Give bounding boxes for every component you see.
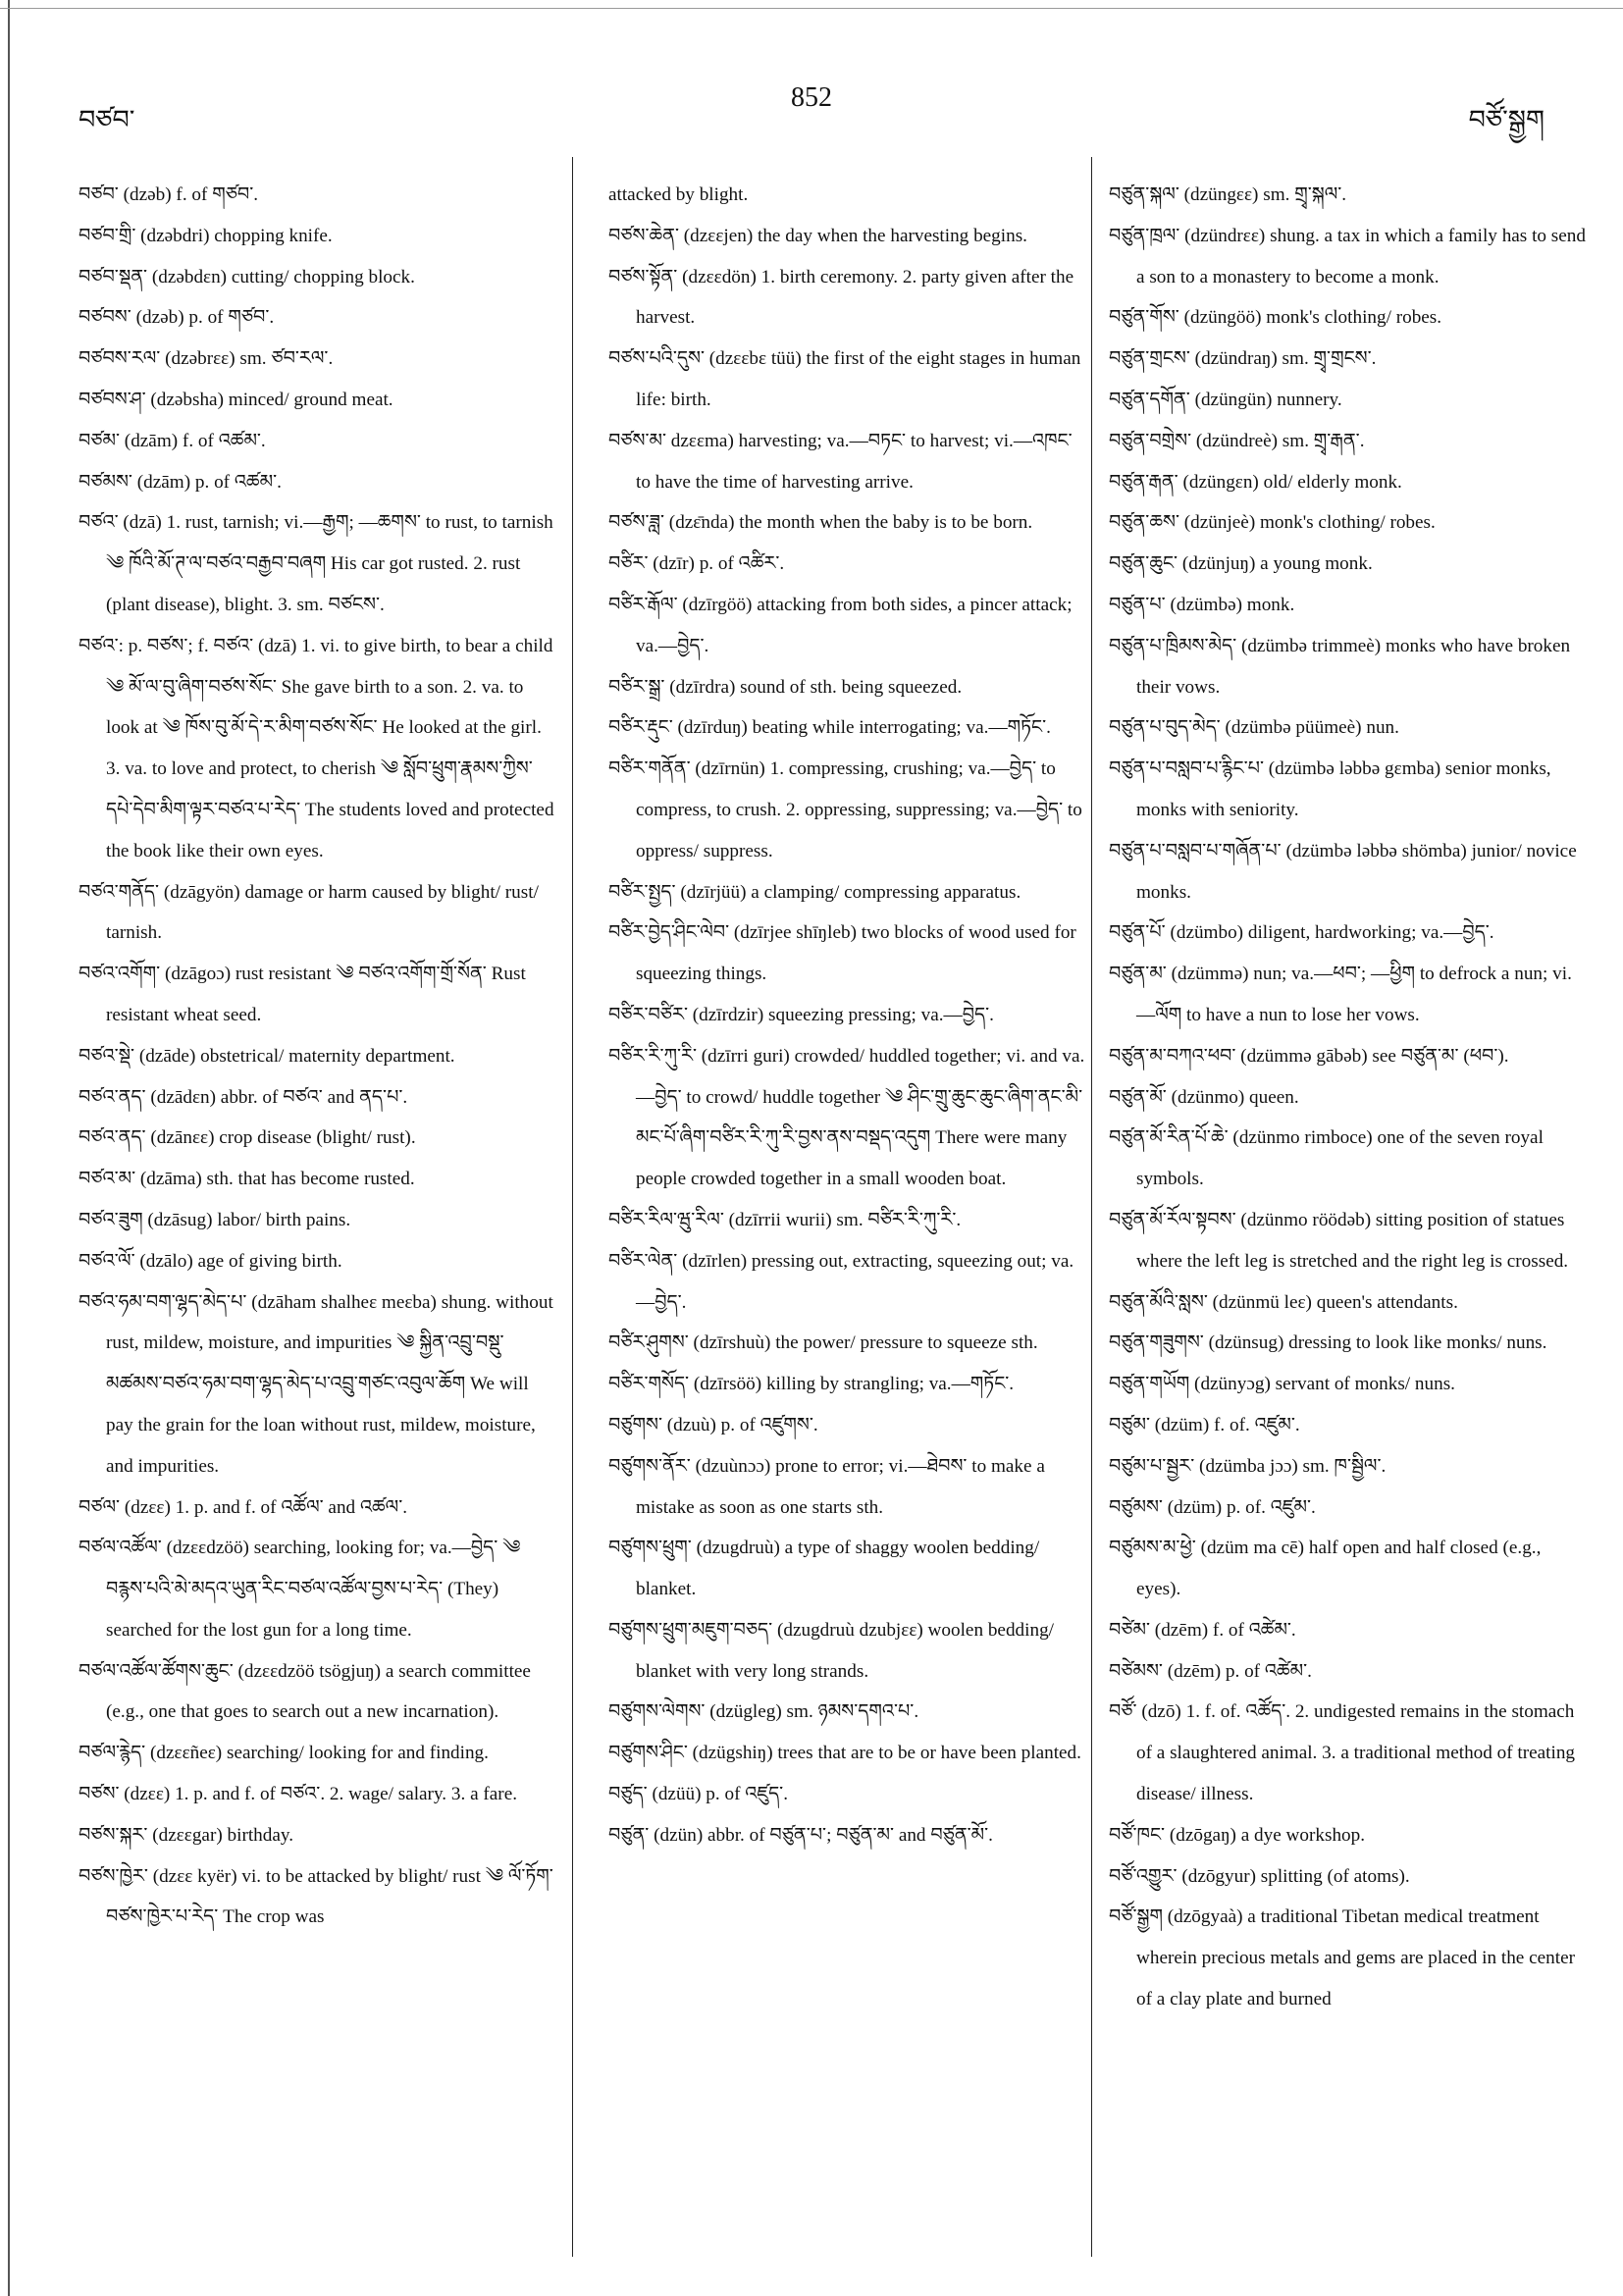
dictionary-entry: བཙིར་སྤྱད་ (dzīrjüü) a clamping/ compressing apparatus. (608, 881, 1021, 903)
running-head-right: བཙོ་སྒྱག (1468, 105, 1544, 134)
dictionary-entry: བཙེམ་ (dzēm) f. of འཚེམ་. (1109, 1619, 1296, 1641)
dictionary-entry: བཙུགས་ཤིང་ (dzügshiŋ) trees that are to be or have been planted. (608, 1743, 1081, 1764)
dictionary-entry: བཙུམས་མ་ཕྱེ་ (dzüm ma cē) half open and half closed (e.g., eyes). (1109, 1538, 1542, 1600)
dictionary-entry: བཙས་ཟླ་ (dzɛ̄nda) the month when the baby is to be born. (608, 512, 1033, 534)
dictionary-entry: བཙའ་ནད་ (dzānɛɛ) crop disease (blight/ rust). (79, 1127, 416, 1149)
dictionary-entry: བཙས་ཆེན་ (dzɛɛjen) the day when the harvesting begins. (608, 225, 1027, 246)
dictionary-entry: བཙའ་ནད་ (dzādɛn) abbr. of བཙའ་ and ནད་པ་. (79, 1086, 408, 1108)
dictionary-entry: བཙིར་རྒོལ་ (dzīrgöö) attacking from both sides, a pincer attack; va.—བྱེད་. (608, 594, 1073, 656)
dictionary-entry: བཙལ་ (dzɛɛ) 1. p. and f. of འཚོལ་ and འཚལ་. (79, 1496, 408, 1518)
page-top-edge (0, 8, 1623, 9)
dictionary-entry: བཙུད་ (dzüü) p. of འཛུད་. (608, 1784, 789, 1805)
dictionary-entry: བཙའ་ལོ་ (dzālo) age of giving birth. (79, 1250, 342, 1272)
dictionary-entry: བཙུན་སྐལ་ (dzüngɛɛ) sm. གྲྭ་སྐལ་. (1109, 184, 1347, 205)
dictionary-entry: བཙུན་པ་ (dzümbə) monk. (1109, 594, 1295, 615)
dictionary-entry: བཙོ་ (dzō) 1. f. of. འཚོད་. 2. undigested remains in the stomach of a slaughtered animal. 3. a traditional method of treating disease/ illness. (1109, 1701, 1576, 1805)
dictionary-entry: བཙིར་རིལ་ཝུ་རིལ་ (dzīrrii wurii) sm. བཙིར་རི་ཀུ་རི་. (608, 1209, 962, 1230)
dictionary-entry: བཙིར་གསོད་ (dzīrsöö) killing by strangling; va.—གཏོང་. (608, 1374, 1015, 1395)
dictionary-entry: བཙམས་ (dzām) p. of འཚམ་. (79, 471, 282, 493)
dictionary-entry: བཙུན་ཆུང་ (dzünjuŋ) a young monk. (1109, 553, 1373, 575)
dictionary-entry: བཙལ་འཚོལ་ཚོགས་ཆུང་ (dzɛɛdzöö tsögjuŋ) a search committee (e.g., one that goes to search out a new incarnation). (79, 1660, 531, 1723)
dictionary-entry: བཙིར་སྒྲ་ (dzīrdra) sound of sth. being squeezed. (608, 676, 963, 698)
dictionary-entry: བཙུན་དགོན་ (dzüngün) nunnery. (1109, 389, 1342, 410)
dictionary-entry: བཙུན་མོ་རོལ་སྟབས་ (dzünmo röödəb) sitting position of statues where the left leg is stretched and the right leg is crossed. (1109, 1209, 1569, 1272)
dictionary-entry: བཙུན་ཆས་ (dzünjeè) monk's clothing/ robes. (1109, 512, 1436, 534)
dictionary-entry: བཙའ་: p. བཙས་; f. བཙའ་ (dzā) 1. vi. to give birth, to bear a child ༄ མོ་ལ་བུ་ཞིག་བཙས་སོང་ She gave birth to a son. 2. va. to look at ༄ ཁོས་བུ་མོ་དེ་ར་མིག་བཙས་སོང་ He looked at the girl. 3. va. to love and protect, to cherish ༄ སློབ་ཕྲུག་རྣམས་ཀྱིས་དཔེ་དེབ་མིག་ལྟར་བཙའ་པ་རེད་ The students loved and protected the book like their own eyes. (79, 635, 554, 861)
dictionary-entry: བཙུན་པོ་ (dzümbo) diligent, hardworking; va.—བྱེད་. (1109, 922, 1494, 944)
dictionary-entry: བཙས་སྟོན་ (dzɛɛdön) 1. birth ceremony. 2. party given after the harvest. (608, 266, 1074, 329)
dictionary-entry: བཙིར་གནོན་ (dzīrnün) 1. compressing, crushing; va.—བྱེད་ to compress, to crush. 2. oppressing, suppressing; va.—བྱེད་ to oppress/ suppress. (608, 758, 1082, 861)
dictionary-entry: བཙུན་གཟུགས་ (dzünsug) dressing to look like monks/ nuns. (1109, 1332, 1547, 1354)
dictionary-entry: བཙུན་གཡོག (dzünyɔg) servant of monks/ nuns. (1109, 1374, 1455, 1395)
dictionary-entry: བཙིར་ཤུགས་ (dzīrshuù) the power/ pressure to squeeze sth. (608, 1332, 1038, 1354)
dictionary-entry: བཙུན་གོས་ (dzüngöö) monk's clothing/ robes. (1109, 307, 1442, 329)
dictionary-entry: བཙའ་གནོད་ (dzāgyön) damage or harm caused by blight/ rust/ tarnish. (79, 881, 539, 944)
dictionary-entry: བཙུན་མོ་ (dzünmo) queen. (1109, 1086, 1299, 1108)
dictionary-entry: བཙལ་འཚོལ་ (dzɛɛdzöö) searching, looking for; va.—བྱེད་ ༄ བརྙས་པའི་མེ་མདའ་ཡུན་རིང་བཙལ་འཚོལ་བྱས་པ་རེད་ (They) searched for the lost gun for a long time. (79, 1538, 521, 1641)
dictionary-entry: བཙིར་བྱེད་ཤིང་ལེབ་ (dzīrjee shīŋleb) two blocks of wood used for squeezing things. (608, 922, 1076, 985)
dictionary-entry: བཙུན་མོ་རིན་པོ་ཆེ་ (dzünmo rimboce) one of the seven royal symbols. (1109, 1127, 1544, 1190)
column-divider (1091, 157, 1092, 2257)
dictionary-entry: བཙུན་བགྲེས་ (dzündreè) sm. གྲྭ་རྒན་. (1109, 430, 1365, 451)
dictionary-entry: བཙུན་གྲངས་ (dzündraŋ) sm. གྲྭ་གྲངས་. (1109, 348, 1377, 370)
dictionary-entry: བཙིར་ལེན་ (dzīrlen) pressing out, extracting, squeezing out; va.—བྱེད་. (608, 1250, 1074, 1313)
dictionary-entry: བཙུམ་པ་སྦྱར་ (dzümba jɔɔ) sm. ཁ་སྦྱིལ་. (1109, 1455, 1387, 1477)
dictionary-entry: བཙོ་འགྱུར་ (dzōgyur) splitting (of atoms). (1109, 1865, 1410, 1887)
dictionary-entry: བཙུན་མ་བཀའ་ཕབ་ (dzümmə gābəb) see བཙུན་མ་ (ཕབ་). (1109, 1045, 1509, 1067)
dictionary-entry: བཙུགས་ (dzuù) p. of འཛུགས་. (608, 1414, 818, 1435)
dictionary-entry: བཙའ་སྡེ་ (dzāde) obstetrical/ maternity department. (79, 1045, 455, 1067)
column-2 (608, 175, 1089, 1856)
dictionary-entry: བཙའ་ཧམ་བག་ལྷད་མེད་པ་ (dzāham shalheɛ meɛba) shung. without rust, mildew, moisture, and impurities ༄ སྐྱིན་འབྲུ་བསྡུ་མཚམས་བཙའ་ཧམ་བག་ལྷད་མེད་པ་འབྲུ་གཙང་འབུལ་ཆོག We will pay the grain for the loan without rust, mildew, moisture, and impurities. (79, 1291, 553, 1477)
dictionary-entry: བཙམ་ (dzām) f. of འཚམ་. (79, 430, 266, 451)
dictionary-entry: བཙབ་ (dzəb) f. of གཙབ་. (79, 184, 259, 205)
dictionary-entry: བཙས་མ་ dzɛɛma) harvesting; va.—བཏང་ to harvest; vi.—འཁང་ to have the time of harvesting arrive. (608, 430, 1073, 493)
dictionary-entry: བཙུམས་ (dzüm) p. of. འཛུམ་. (1109, 1496, 1316, 1518)
dictionary-entry: བཙུགས་ལེགས་ (dzügleg) sm. ཉམས་དགའ་པ་. (608, 1701, 919, 1723)
dictionary-entry: བཙབས་ཤ་ (dzəbsha) minced/ ground meat. (79, 389, 393, 410)
dictionary-entry: བཙུན་མ་ (dzümmə) nun; va.—ཕབ་; —ཕྱིག to defrock a nun; vi.—ལོག to have a nun to lose her vows. (1109, 964, 1572, 1025)
dictionary-entry: བཙུགས་ཕྲུག་མཇུག་བཅད་ (dzugdruù dzubjɛɛ) woolen bedding/ blanket with very long strands. (608, 1619, 1054, 1682)
dictionary-entry: བཙུན་པ་བུད་མེད་ (dzümbə püümeè) nun. (1109, 717, 1399, 739)
dictionary-entry: བཙིར་རྡུང་ (dzīrduŋ) beating while interrogating; va.—གཏོང་. (608, 717, 1051, 739)
dictionary-entry: attacked by blight. (608, 184, 749, 205)
dictionary-entry: བཙའ་ (dzā) 1. rust, tarnish; vi.—རྒྱག; —ཆགས་ to rust, to tarnish ༄ ཁོའི་མོ་ཊ་ལ་བཙའ་བརྒྱབ་བཞག His car got rusted. 2. rust (plant disease), blight. 3. sm. བཙངས་. (79, 512, 553, 615)
dictionary-entry: བཙའ་འགོག་ (dzāgoɔ) rust resistant ༄ བཙའ་འགོག་གྲོ་སོན་ Rust resistant wheat seed. (79, 964, 526, 1025)
dictionary-entry: བཙབས་ (dzəb) p. of གཙབ་. (79, 307, 275, 329)
page-number: 852 (791, 82, 832, 113)
dictionary-entry: བཙབ་གྲི་ (dzəbdri) chopping knife. (79, 225, 333, 246)
page-edge-shadow (8, 0, 10, 2296)
dictionary-entry: བཙིར་བཙིར་ (dzīrdzir) squeezing pressing; va.—བྱེད་. (608, 1004, 994, 1025)
dictionary-entry: བཙེམས་ (dzēm) p. of འཚེམ་. (1109, 1660, 1312, 1682)
dictionary-entry: བཙོ་ཁང་ (dzōgaŋ) a dye workshop. (1109, 1824, 1366, 1846)
dictionary-entry: བཙས་པའི་དུས་ (dzɛɛbɛ tüü) the first of the eight stages in human life: birth. (608, 348, 1081, 410)
column-1 (79, 175, 559, 1938)
dictionary-entry: བཙས་ (dzɛɛ) 1. p. and f. of བཙའ་. 2. wage/ salary. 3. a fare. (79, 1784, 518, 1805)
dictionary-entry: བཙུན་ (dzün) abbr. of བཙུན་པ་; བཙུན་མ་ and བཙུན་མོ་. (608, 1824, 993, 1846)
running-head-left: བཙབ་ (79, 105, 135, 134)
dictionary-entry: བཙུམ་ (dzüm) f. of. འཛུམ་. (1109, 1414, 1300, 1435)
dictionary-entry: བཙུན་པ་བསླབ་པ་གཞོན་པ་ (dzümbə ləbbə shömba) junior/ novice monks. (1109, 840, 1577, 903)
dictionary-entry: བཙུན་མོའི་སླས་ (dzünmü leɛ) queen's attendants. (1109, 1291, 1458, 1313)
dictionary-entry: བཙས་ཁྱེར་ (dzɛɛ kyër) vi. to be attacked by blight/ rust ༄ ལོ་ཏོག་བཙས་ཁྱེར་པ་རེད་ The crop was (79, 1865, 553, 1928)
dictionary-entry: བཙའ་ཟུག (dzāsug) labor/ birth pains. (79, 1209, 351, 1230)
dictionary-entry: བཙིར་རི་ཀུ་རི་ (dzīrri guri) crowded/ huddled together; vi. and va.—བྱེད་ to crowd/ huddle together ༄ ཤིང་གྲུ་ཆུང་ཆུང་ཞིག་ནང་མི་མང་པོ་ཞིག་བཙིར་རི་ཀུ་རི་བྱས་ནས་བསྡད་འདུག There were many people crowded together in a small wooden boat. (608, 1045, 1085, 1190)
dictionary-entry: བཙལ་རྙེད་ (dzɛɛñeɛ) searching/ looking for and finding. (79, 1743, 489, 1764)
dictionary-entry: བཙུན་རྒན་ (dzüngɛn) old/ elderly monk. (1109, 471, 1402, 493)
dictionary-entry: བཙུགས་ནོར་ (dzuùnɔɔ) prone to error; vi.—ཐེབས་ to make a mistake as soon as one starts sth. (608, 1455, 1045, 1518)
dictionary-entry: བཙབ་སྡན་ (dzəbdɛn) cutting/ chopping block. (79, 266, 415, 287)
dictionary-entry: བཙུན་པ་ཁྲིམས་མེད་ (dzümbə trimmeè) monks who have broken their vows. (1109, 635, 1571, 698)
dictionary-entry: བཙིར་ (dzīr) p. of འཚིར་. (608, 553, 785, 575)
dictionary-entry: བཙས་སྐར་ (dzɛɛgar) birthday. (79, 1824, 294, 1846)
column-3 (1109, 175, 1590, 2020)
dictionary-entry: བཙུགས་ཕྲུག་ (dzugdruù) a type of shaggy woolen bedding/ blanket. (608, 1538, 1040, 1600)
dictionary-entry: བཙོ་སྒྱག (dzōgyaà) a traditional Tibetan medical treatment wherein precious metals and gems are placed in the center of a clay plate and burned (1109, 1906, 1575, 2010)
column-divider (572, 157, 573, 2257)
dictionary-entry: བཙུན་པ་བསླབ་པ་རྙིང་པ་ (dzümbə ləbbə gɛmba) senior monks, monks with seniority. (1109, 758, 1551, 820)
dictionary-entry: བཙབས་རལ་ (dzəbrɛɛ) sm. ཙབ་རལ་. (79, 348, 334, 370)
dictionary-entry: བཙུན་ཁྲལ་ (dzündrɛɛ) shung. a tax in which a family has to send a son to a monastery to become a monk. (1109, 225, 1586, 287)
dictionary-entry: བཙའ་མ་ (dzāma) sth. that has become rusted. (79, 1169, 415, 1190)
